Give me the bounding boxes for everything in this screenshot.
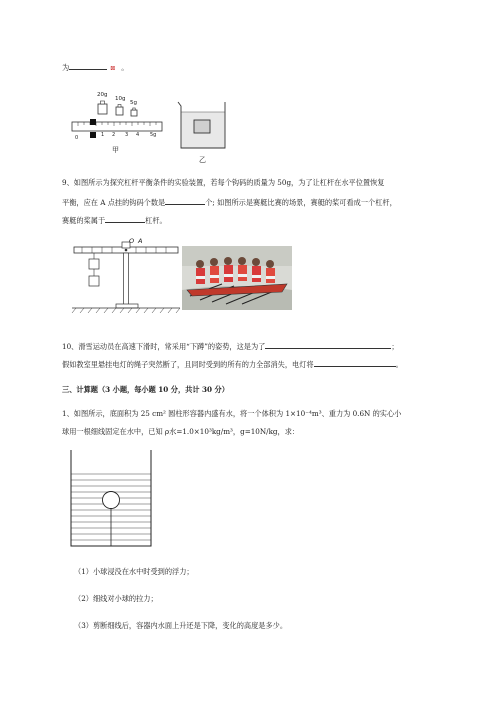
weight-label-5g: 5g <box>130 100 137 106</box>
small-mark-icon: ⊠ <box>110 65 116 72</box>
ruler-bar <box>72 122 162 131</box>
weight-label-10g: 10g <box>115 96 126 102</box>
weight-10g <box>116 107 123 115</box>
q8-answer-blank[interactable] <box>69 62 107 70</box>
calc1-sub1: （1）小球浸没在水中时受到的浮力； <box>74 567 194 576</box>
q10-line2-end: 。 <box>395 360 403 369</box>
q9-line3 <box>62 215 167 226</box>
calc1-sub2: （2）细线对小球的拉力； <box>74 594 158 603</box>
q10-line2-text: 假如教室里悬挂电灯的绳子突然断了，且同时受到的所有的力全部消失，电灯将 <box>62 360 314 369</box>
calc1-sub3: （3）剪断细线后，容器内水面上升还是下降，变化的高度是多少。 <box>74 621 288 630</box>
ball <box>103 492 120 509</box>
weight-label-20g: 20g <box>97 92 108 98</box>
q9-line2 <box>62 197 397 208</box>
q10-line1-end: ； <box>391 342 399 351</box>
submerged-block <box>194 120 210 133</box>
scale-mark-0: 0 <box>75 135 79 141</box>
q10-line1 <box>62 341 399 352</box>
support-base <box>116 304 138 308</box>
figure-yi <box>175 100 235 168</box>
ruler-slider-left <box>90 119 96 125</box>
q10-reason-blank[interactable] <box>265 341 391 349</box>
point-label-a: A <box>138 237 143 245</box>
q9-line3-part1: 赛艇的桨属于 <box>62 216 106 225</box>
calc1-line2: 球用一根细线固定在水中，已知 ρ水=1.0×10³kg/m³，g=10N/kg，求： <box>62 427 300 436</box>
figure-container-ball <box>68 450 154 550</box>
q9-line3-part2: 杠杆。 <box>145 216 167 225</box>
rowing-photo <box>182 246 292 310</box>
section-3-heading: 三、计算题（3 小题，每小题 10 分，共计 30 分） <box>62 385 229 394</box>
q8-prefix: 为 <box>62 63 70 72</box>
scale-mark-5g: 5g <box>150 132 157 138</box>
figure-jia-label: 甲 <box>112 146 119 154</box>
hanging-weight-2 <box>89 276 99 286</box>
pivot-label-o: O <box>129 237 135 245</box>
scale-mark-3: 3 <box>125 132 129 138</box>
q9-count-blank[interactable] <box>165 197 205 205</box>
figure-yi-label: 乙 <box>199 156 206 164</box>
q9-line2-part1: 平衡，应在 A 点挂的钩码个数是 <box>62 198 166 207</box>
q9-lever-type-blank[interactable] <box>105 215 145 223</box>
q8-tail-line <box>62 62 128 73</box>
calc1-line1: 1、如图所示，底面积为 25 cm² 圆柱形容器内盛有水，将一个体积为 1×10⁻⁴m³、重力为 0.6N 的实心小 <box>62 409 402 418</box>
scale-mark-1: 1 <box>101 132 105 138</box>
weight-20g <box>98 104 107 114</box>
scale-mark-4: 4 <box>136 132 140 138</box>
hanging-weight-1 <box>89 259 99 269</box>
figure-lever-apparatus <box>72 236 182 320</box>
q10-line1-text: 10、滑雪运动员在高速下滑时，常采用“下蹲”的姿势，这是为了 <box>62 342 266 351</box>
ruler-slider-bottom <box>90 132 96 138</box>
support-post <box>124 253 129 305</box>
scale-mark-2: 2 <box>112 132 116 138</box>
q10-line2 <box>62 359 403 370</box>
figure-jia <box>70 88 165 168</box>
weight-5g <box>131 110 137 116</box>
q9-line2-part2: 个; 如图所示是赛艇比赛的场景，赛艇的桨可看成一个杠杆， <box>205 198 397 207</box>
q10-state-blank[interactable] <box>314 359 396 367</box>
q8-suffix: 。 <box>121 63 129 72</box>
q9-line1: 9、如图所示为探究杠杆平衡条件的实验装置，若每个钩码的质量为 50g，为了让杠杆在水平位置恢复 <box>62 178 385 187</box>
